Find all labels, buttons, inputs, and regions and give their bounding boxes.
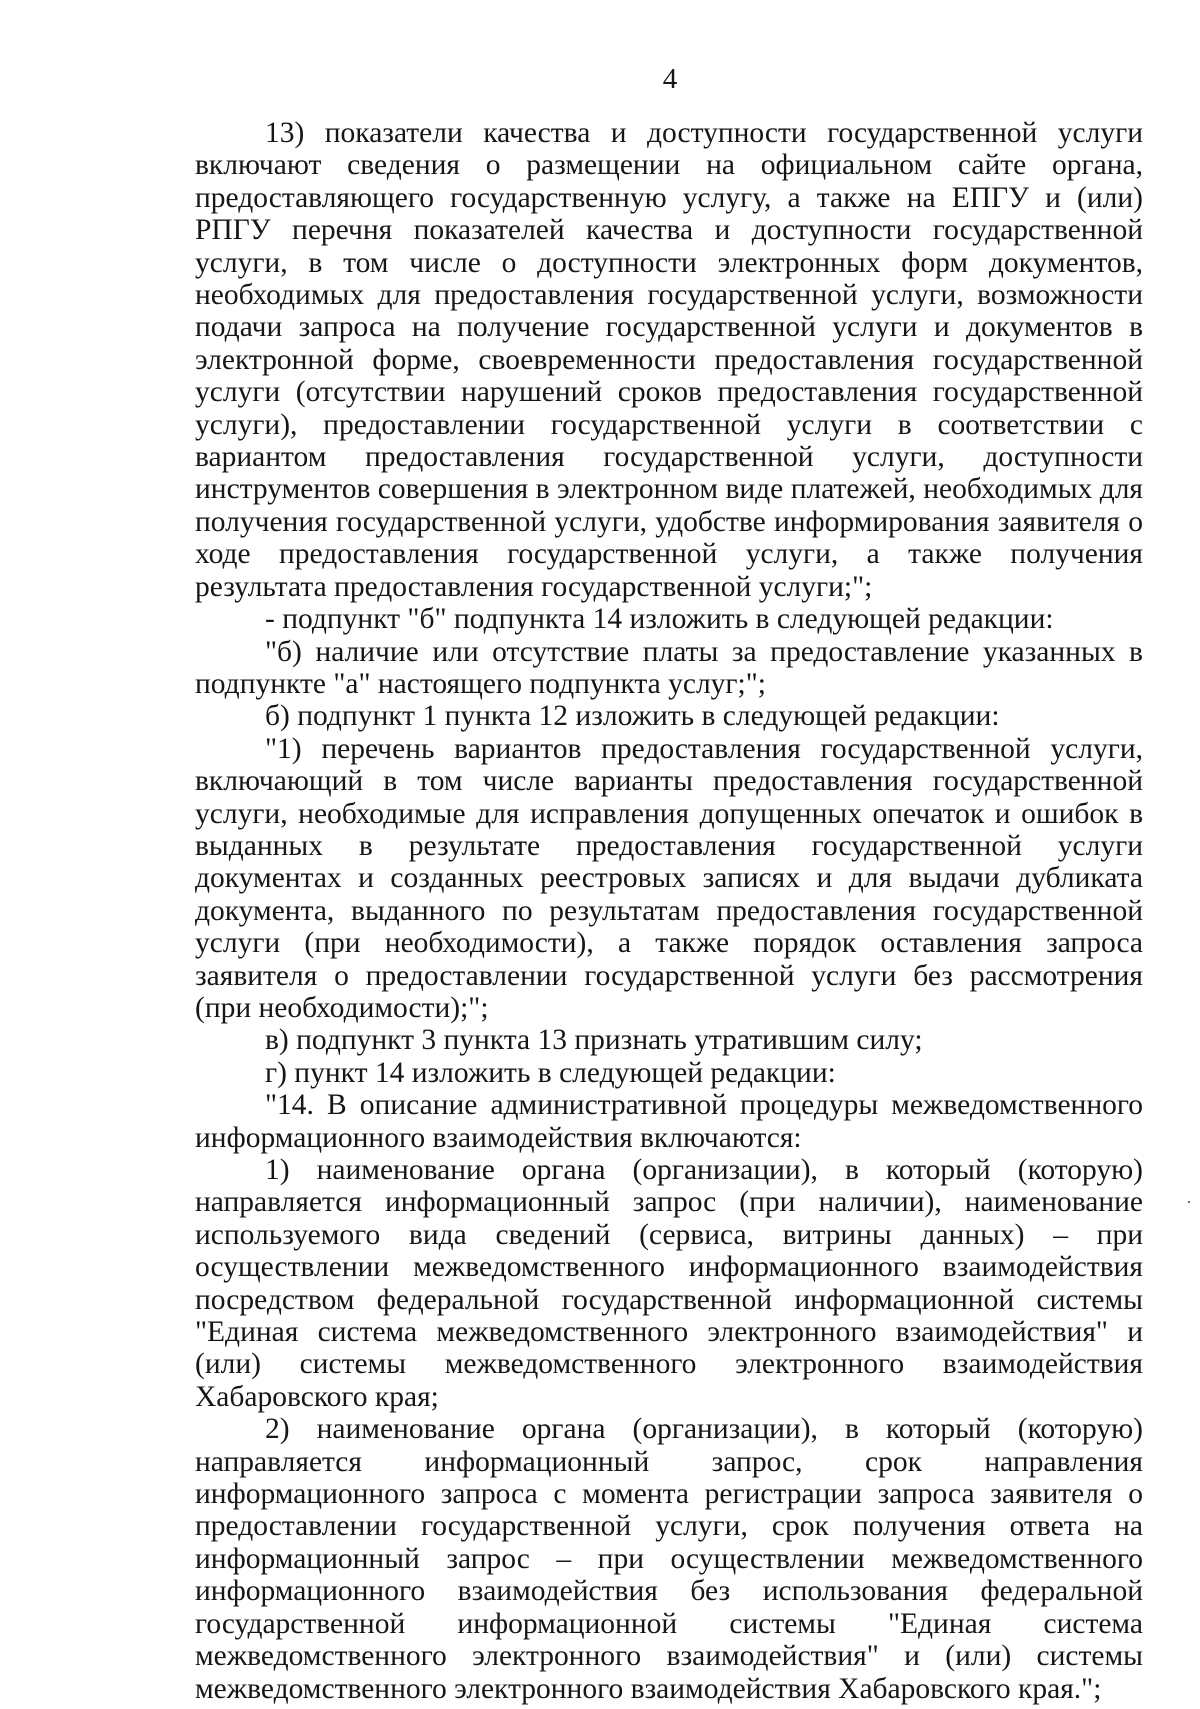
scan-speck-mark: · — [1186, 1192, 1192, 1212]
paragraph-clause-14-intro: "14. В описание административной процедуры межведомственного информационного взаимодействия включаются: — [195, 1089, 1143, 1154]
paragraph-b-clause-12: б) подпункт 1 пункта 12 изложить в следующей редакции: — [265, 700, 1000, 733]
paragraph-item-13: 13) показатели качества и доступности государственной услуги включают сведения о размещении на официальном сайте органа, предоставляющего государственную услугу, а также на ЕПГУ и (или) РПГУ перечня показателей качества и доступности государственной услуги, в том числе о доступности электронных форм документов, необходимых для предоставления государственной услуги, возможности подачи запроса на получение государственной услуги и документов в электронной форме, своевременности предоставления государственной услуги (отсутствии нарушений сроков предоставления государственной услуги), предоставлении государственной услуги в соответствии с вариантом предоставления государственной услуги, доступности инструментов совершения в электронном виде платежей, необходимых для получения государственной услуги, удобстве информирования заявителя о ходе предоставления государственной услуги, а также получения результата предоставления государственной услуги;"; — [195, 117, 1143, 603]
page-number: 4 — [662, 63, 678, 95]
document-body — [195, 117, 1143, 1705]
paragraph-g-clause-14: г) пункт 14 изложить в следующей редакции: — [265, 1056, 836, 1089]
paragraph-clause-14-item-2: 2) наименование органа (организации), в который (которую) направляется информационный запрос, срок направления информационного запроса с момента регистрации запроса заявителя о предоставлении государственной услуги, срок получения ответа на информационный запрос – при осуществлении межведомственного информационного взаимодействия без использования федеральной государственной информационной системы "Единая система межведомственного электронного взаимодействия" и (или) системы межведомственного электронного взаимодействия Хабаровского края."; — [195, 1413, 1143, 1705]
paragraph-subitem-b-text: "б) наличие или отсутствие платы за предоставление указанных в подпункте "а" настоящего подпункта услуг;"; — [195, 635, 1143, 700]
paragraph-v-clause-13: в) подпункт 3 пункта 13 признать утратившим силу; — [265, 1024, 923, 1057]
paragraph-subitem-b-amendment: - подпункт "б" подпункта 14 изложить в следующей редакции: — [265, 603, 1054, 636]
paragraph-clause-12-text: "1) перечень вариантов предоставления государственной услуги, включающий в том числе варианты предоставления государственной услуги, необходимые для исправления допущенных опечаток и ошибок в выданных в результате предоставления государственной услуги документах и созданных реестровых записях и для выдачи дубликата документа, выданного по результатам предоставления государственной услуги (при необходимости), а также порядок оставления запроса заявителя о предоставлении государственной услуги без рассмотрения (при необходимости);"; — [195, 732, 1143, 1024]
paragraph-clause-14-item-1: 1) наименование органа (организации), в который (которую) направляется информационный запрос (при наличии), наименование используемого вида сведений (сервиса, витрины данных) – при осуществлении межведомственного информационного взаимодействия посредством федеральной государственной информационной системы "Единая система межведомственного электронного взаимодействия" и (или) системы межведомственного электронного взаимодействия Хабаровского края; — [195, 1154, 1143, 1413]
